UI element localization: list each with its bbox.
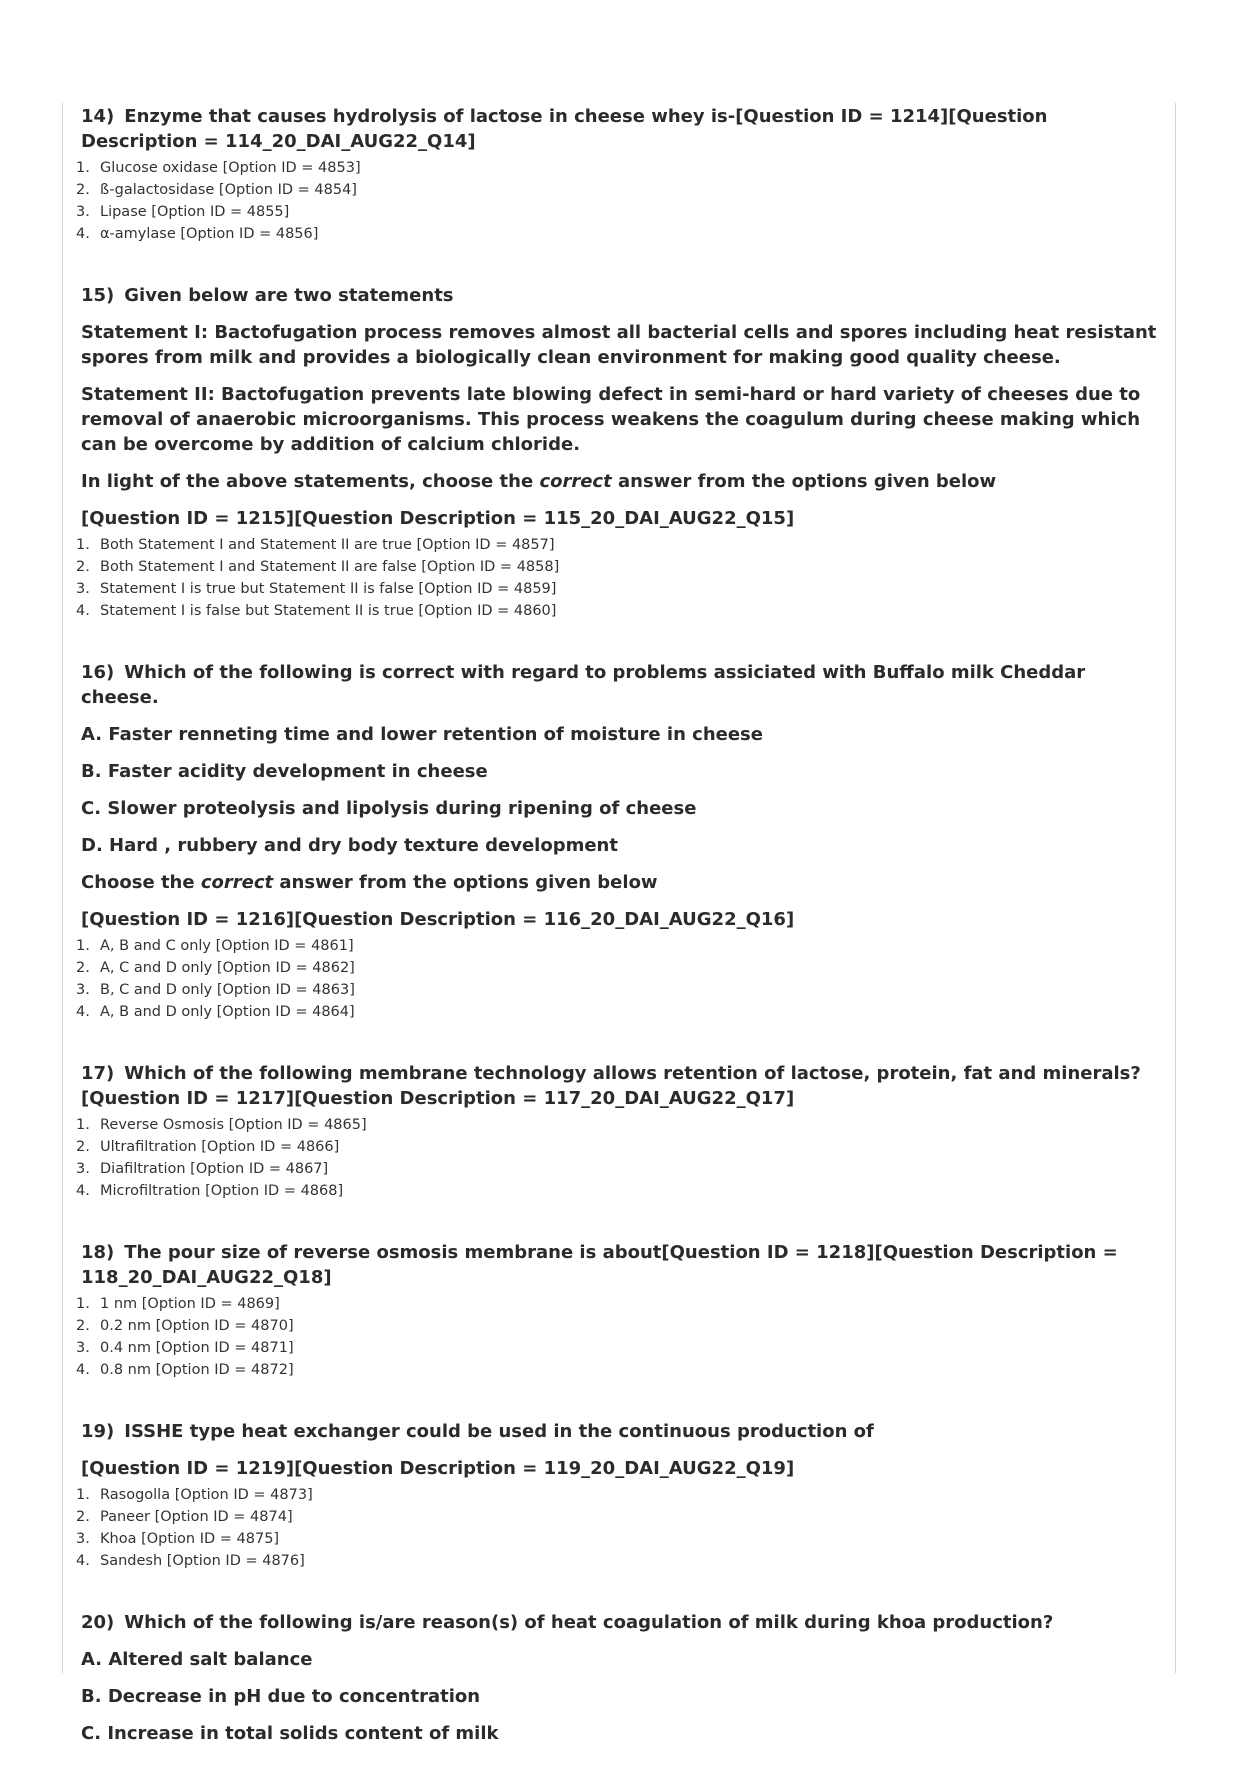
option-item [76, 1484, 1161, 1506]
option-item [76, 1528, 1161, 1550]
option-number: 1. [76, 938, 90, 954]
question-paragraph [81, 870, 1161, 895]
option-number: 2. [76, 182, 90, 198]
option-text: Statement I is false but Statement II is true [Option ID = 4860] [100, 603, 557, 619]
option-number: 2. [76, 559, 90, 575]
option-text: Both Statement I and Statement II are true [Option ID = 4857] [100, 537, 555, 553]
option-text: Rasogolla [Option ID = 4873] [100, 1487, 313, 1503]
question-number: 14) [81, 106, 115, 127]
paragraph-text: The pour size of reverse osmosis membrane is about[Question ID = 1218][Question Description = 118_20_DAI_AUG22_Q18] [81, 1242, 1118, 1288]
option-text: Diafiltration [Option ID = 4867] [100, 1161, 329, 1177]
question-text [81, 1419, 1161, 1444]
option-number: 4. [76, 226, 90, 242]
option-item [76, 1359, 1161, 1381]
paragraph-text: C. Increase in total solids content of milk [81, 1723, 499, 1744]
option-number: 3. [76, 204, 90, 220]
question-number: 17) [81, 1063, 115, 1084]
option-item [76, 201, 1161, 223]
option-item [76, 1293, 1161, 1315]
question-block [76, 1419, 1161, 1572]
question-number: 20) [81, 1612, 115, 1633]
option-item [76, 534, 1161, 556]
emphasis-text: correct [539, 471, 612, 492]
option-item [76, 578, 1161, 600]
question-paragraph [81, 1684, 1161, 1709]
option-number: 3. [76, 1531, 90, 1547]
question-paragraph [81, 382, 1161, 457]
option-text: A, C and D only [Option ID = 4862] [100, 960, 355, 976]
question-block [76, 283, 1161, 622]
option-number: 3. [76, 1340, 90, 1356]
option-number: 4. [76, 603, 90, 619]
option-text: 1 nm [Option ID = 4869] [100, 1296, 280, 1312]
question-block [81, 1610, 1161, 1746]
option-item [76, 1550, 1161, 1572]
paragraph-text-end: answer from the options given below [273, 872, 658, 893]
paragraph-text: Enzyme that causes hydrolysis of lactose in cheese whey is-[Question ID = 1214][Question Description = 114_20_DAI_AUG22_Q14] [81, 106, 1048, 152]
paragraph-text: B. Decrease in pH due to concentration [81, 1686, 481, 1707]
option-list [76, 157, 1161, 245]
option-item [76, 1136, 1161, 1158]
question-paragraph [81, 907, 1161, 932]
question-list [76, 104, 1161, 1784]
paragraph-text: ISSHE type heat exchanger could be used in the continuous production of [124, 1421, 874, 1442]
option-text: Lipase [Option ID = 4855] [100, 204, 290, 220]
option-text: 0.2 nm [Option ID = 4870] [100, 1318, 294, 1334]
paragraph-text: C. Slower proteolysis and lipolysis during ripening of cheese [81, 798, 697, 819]
option-item [76, 1337, 1161, 1359]
option-text: Ultrafiltration [Option ID = 4866] [100, 1139, 340, 1155]
option-text: 0.8 nm [Option ID = 4872] [100, 1362, 294, 1378]
paragraph-text: Given below are two statements [124, 285, 454, 306]
option-text: A, B and D only [Option ID = 4864] [100, 1004, 355, 1020]
option-number: 1. [76, 537, 90, 553]
option-item [76, 600, 1161, 622]
option-text: A, B and C only [Option ID = 4861] [100, 938, 354, 954]
question-paragraph [81, 469, 1161, 494]
option-text: Both Statement I and Statement II are false [Option ID = 4858] [100, 559, 560, 575]
question-text [81, 1240, 1161, 1290]
option-item [76, 1001, 1161, 1023]
question-number: 16) [81, 662, 115, 683]
option-item [76, 1158, 1161, 1180]
option-number: 2. [76, 1509, 90, 1525]
option-number: 1. [76, 1117, 90, 1133]
question-block [76, 1061, 1161, 1202]
question-paragraph [81, 1647, 1161, 1672]
option-text: Sandesh [Option ID = 4876] [100, 1553, 305, 1569]
option-text: ß-galactosidase [Option ID = 4854] [100, 182, 357, 198]
option-list [76, 1293, 1161, 1381]
option-number: 3. [76, 982, 90, 998]
option-list [76, 1114, 1161, 1202]
option-text: α-amylase [Option ID = 4856] [100, 226, 319, 242]
question-text [81, 1610, 1161, 1635]
option-text: Statement I is true but Statement II is false [Option ID = 4859] [100, 581, 557, 597]
question-paragraph [81, 759, 1161, 784]
option-item [76, 157, 1161, 179]
question-paragraph [81, 833, 1161, 858]
question-block [76, 660, 1161, 1023]
question-number: 19) [81, 1421, 115, 1442]
option-text: Reverse Osmosis [Option ID = 4865] [100, 1117, 367, 1133]
option-item [76, 935, 1161, 957]
right-border-line [1175, 103, 1176, 1673]
question-text [81, 283, 1161, 308]
paragraph-text: Statement II: Bactofugation prevents late blowing defect in semi-hard or hard variety of cheeses due to removal of anaerobic microorganisms. This process weakens the coagulum during cheese making which can be overcome by addition of calcium chloride. [81, 384, 1141, 455]
emphasis-text: correct [200, 872, 274, 893]
option-item [76, 957, 1161, 979]
question-text [81, 104, 1161, 154]
option-item [76, 179, 1161, 201]
paragraph-text-end: answer from the options given below [611, 471, 997, 492]
option-number: 4. [76, 1004, 90, 1020]
paragraph-text: Choose the [81, 872, 201, 893]
option-number: 2. [76, 960, 90, 976]
paragraph-text: Which of the following membrane technology allows retention of lactose, protein, fat and minerals?[Question ID = 1217][Question Description = 117_20_DAI_AUG22_Q17] [81, 1063, 1141, 1109]
question-block [76, 104, 1161, 245]
paragraph-text: A. Altered salt balance [81, 1649, 313, 1670]
option-list [76, 1484, 1161, 1572]
option-text: Glucose oxidase [Option ID = 4853] [100, 160, 361, 176]
paragraph-text: Statement I: Bactofugation process removes almost all bacterial cells and spores including heat resistant spores from milk and provides a biologically clean environment for making good quality cheese. [81, 322, 1157, 368]
question-number: 15) [81, 285, 115, 306]
option-number: 1. [76, 1296, 90, 1312]
option-text: Paneer [Option ID = 4874] [100, 1509, 293, 1525]
option-text: Khoa [Option ID = 4875] [100, 1531, 280, 1547]
option-item [76, 1180, 1161, 1202]
paragraph-text: [Question ID = 1216][Question Description = 116_20_DAI_AUG22_Q16] [81, 909, 795, 930]
option-number: 4. [76, 1183, 90, 1199]
question-paragraph [81, 1721, 1161, 1746]
option-number: 1. [76, 1487, 90, 1503]
question-paragraph [81, 722, 1161, 747]
option-item [76, 223, 1161, 245]
paragraph-text: [Question ID = 1219][Question Description = 119_20_DAI_AUG22_Q19] [81, 1458, 795, 1479]
option-number: 3. [76, 581, 90, 597]
option-number: 2. [76, 1139, 90, 1155]
question-number: 18) [81, 1242, 115, 1263]
question-paragraph [81, 320, 1161, 370]
option-item [76, 979, 1161, 1001]
option-list [76, 935, 1161, 1023]
option-number: 1. [76, 160, 90, 176]
option-text: B, C and D only [Option ID = 4863] [100, 982, 355, 998]
paragraph-text: A. Faster renneting time and lower retention of moisture in cheese [81, 724, 763, 745]
left-border-line [62, 103, 63, 1673]
paragraph-text: B. Faster acidity development in cheese [81, 761, 488, 782]
option-text: Microfiltration [Option ID = 4868] [100, 1183, 344, 1199]
option-text: 0.4 nm [Option ID = 4871] [100, 1340, 294, 1356]
question-block [76, 1240, 1161, 1381]
option-item [76, 1114, 1161, 1136]
option-number: 3. [76, 1161, 90, 1177]
option-number: 4. [76, 1362, 90, 1378]
question-text [81, 1061, 1161, 1111]
paragraph-text: Which of the following is/are reason(s) of heat coagulation of milk during khoa production? [124, 1612, 1054, 1633]
question-paragraph [81, 1456, 1161, 1481]
question-paragraph [81, 796, 1161, 821]
question-paragraph [81, 506, 1161, 531]
paragraph-text: [Question ID = 1215][Question Description = 115_20_DAI_AUG22_Q15] [81, 508, 795, 529]
option-item [76, 1315, 1161, 1337]
paragraph-text: Which of the following is correct with regard to problems assiciated with Buffalo milk Cheddar cheese. [81, 662, 1086, 708]
option-list [76, 534, 1161, 622]
question-text [81, 660, 1161, 710]
option-number: 4. [76, 1553, 90, 1569]
paragraph-text: In light of the above statements, choose the [81, 471, 540, 492]
option-item [76, 556, 1161, 578]
option-item [76, 1506, 1161, 1528]
paragraph-text: D. Hard , rubbery and dry body texture development [81, 835, 618, 856]
option-number: 2. [76, 1318, 90, 1334]
